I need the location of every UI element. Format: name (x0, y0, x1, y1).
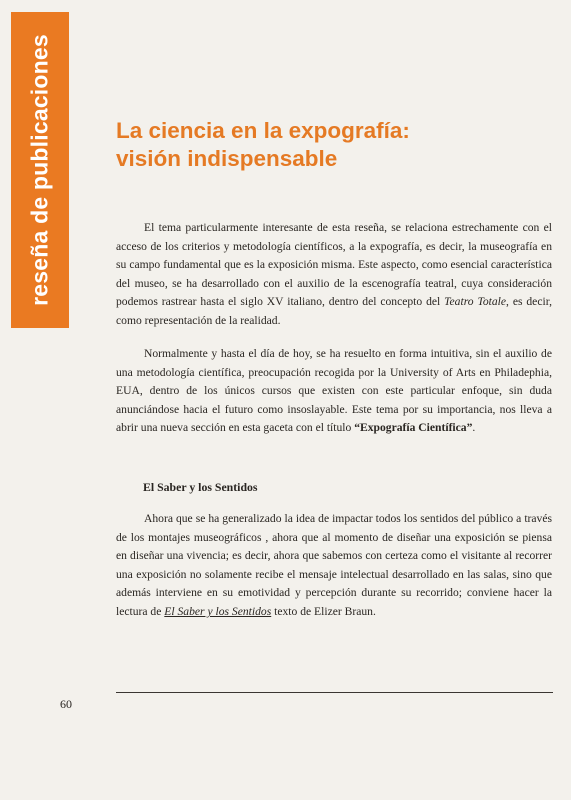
article-title (116, 117, 536, 173)
paragraph-1-end: , es decir, como representación de la realidad. (116, 295, 552, 327)
section-tab-label: reseña de publicaciones (26, 34, 53, 306)
page-number: 60 (60, 697, 72, 711)
paragraph-3-text: Ahora que se ha generalizado la idea de impactar todos los sentidos del público a través de los montajes museográficos , ahora que al momento de diseñar una exposición se piensa en diseñar una vivencia; es decir, ahora que sabemos con certeza como el visitante al recorrer una exposición no solamente recibe el mensaje intelectual desarrollado en las salas, sino que además interviene en su emotividad y percepción durante su recorrido; conviene hacer la lectura de (116, 512, 552, 618)
title-line-2: visión indispensable (116, 146, 338, 171)
footer-rule (116, 692, 553, 693)
subheading: El Saber y los Sentidos (143, 480, 258, 494)
paragraph-3 (116, 510, 552, 622)
paragraph-1 (116, 219, 552, 331)
section-tab (11, 12, 69, 328)
paragraph-2 (116, 345, 552, 438)
paragraph-3-link: El Saber y los Sentidos (164, 604, 272, 618)
paragraph-2-text: Normalmente y hasta el día de hoy, se ha resuelto en forma intuitiva, sin el auxilio de una metodología científica, preocupación recogida por la University of Arts en Philadephia, EUA, dentro de los únicos cursos que existen con este particular enfoque, sin duda anunciándose hacia el futuro como insoslayable. Este tema por su importancia, nos lleva a abrir una nueva sección en esta gaceta con el título (116, 347, 552, 435)
paragraph-1-text: El tema particularmente interesante de esta reseña, se relaciona estrechamente con el acceso de los criterios y metodología científicos, a la expografía, es decir, la museografía en su campo fundamental que es la exposición misma. Este aspecto, como esencial característica del museo, se ha desarrollado con el auxilio de la escenografía teatral, cuya consideración podemos rastrear hasta el siglo XV italiano, dentro del concepto del (116, 221, 552, 309)
title-line-1: La ciencia en la expografía: (116, 118, 410, 143)
paragraph-2-bold: “Expografía Científica” (354, 421, 473, 435)
paragraph-2-end: . (472, 421, 476, 435)
paragraph-1-italic: Teatro Totale (444, 295, 507, 309)
paragraph-3-end: texto de Elizer Braun. (274, 604, 376, 618)
